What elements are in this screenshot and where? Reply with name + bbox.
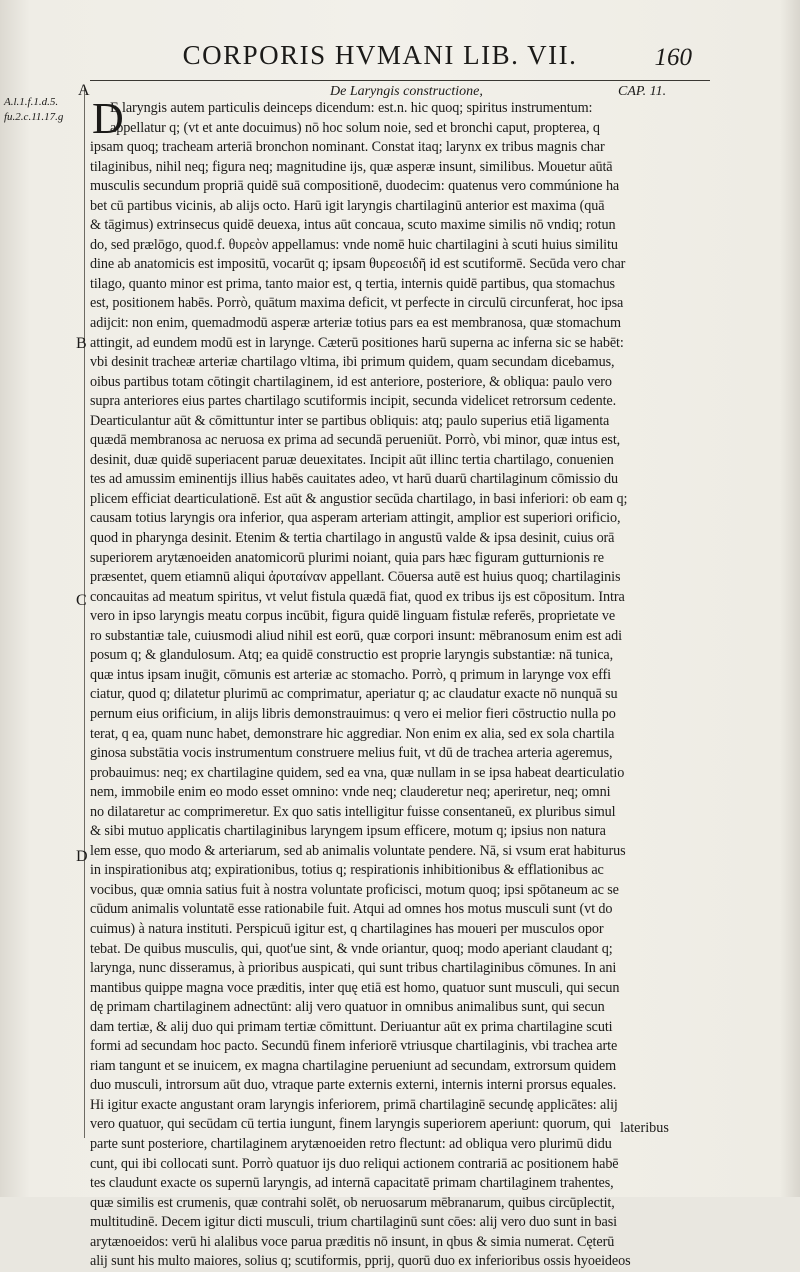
text-line: quædā membranosa ac neruosa ex prima ad secundā perueniūt. Porrò, vbi minor, quæ intus est, <box>90 432 621 449</box>
text-line: tilaginibus, nihil neq; figura neq; magnitudine ijs, quæ asperæ insunt, similibus. Mouetur aūtā <box>90 158 613 175</box>
text-line: vbi desinit tracheæ arteriæ chartilago vltima, ibi primum quidem, quam secundam dicebamus, <box>90 354 615 371</box>
header-rule <box>90 80 710 81</box>
text-line: probauimus: neq; ex chartilagine quidem, sed ea vna, quæ nullam in se ipsa habeat dearticulatio <box>90 764 625 781</box>
section-letter-b: B <box>76 335 87 352</box>
text-line: adijcit: non enim, quemadmodū asperæ arteriæ totius pars ea est membranosa, quæ stomachum <box>90 315 621 332</box>
text-line: duo musculi, introrsum aūt duo, vtraque parte externis externi, internis interni prorsus equales. <box>90 1077 617 1094</box>
text-line: quod in pharynga desinit. Etenim & tertia chartilago in angustū valde & ipsa desinit, cuius orā <box>90 530 615 547</box>
text-line: no dilataretur ac comprimeretur. Ex quo satis intelligitur fuisse consentaneū, ex pluribus simul <box>90 803 616 820</box>
text-line: larynga, nunc disseramus, à prioribus auspicati, qui sunt tribus chartilaginibus cōmunes. In ani <box>90 960 617 977</box>
text-line: ipsam quoq; tracheam arteriā bronchon nominant. Constat itaq; larynx ex tribus magnis char <box>90 139 605 156</box>
text-line: formi ad secundam hoc pacto. Secundū finem inferiorē vtriusque chartilaginis, vbi trachea arte <box>90 1038 618 1055</box>
text-line: E laryngis autem particulis deinceps dicendum: est.n. hic quoq; spiritus instrumentum: <box>110 100 593 116</box>
text-line: concauitas ad meatum spiritus, vt velut fistula quædā fiat, quod ex tribus ijs est cōpositum. Intra <box>90 588 625 605</box>
text-line: & tāgimus) extrinsecus quidē deuexa, intus aūt concaua, scuto maxime similis nō vndiq; rotun <box>90 217 616 234</box>
left-margin-rule <box>84 88 85 1138</box>
text-line: parte sunt posteriore, chartilaginem arytænoeiden retro flectunt: ad obliqua vero plurimū didu <box>90 1135 612 1152</box>
section-letter-c: C <box>76 592 87 609</box>
text-line: do, sed prælōgo, quod.f. θυρεὸν appellamus: vnde nomē huic chartilagini à scuti huius similitu <box>90 236 618 253</box>
text-line: oibus partibus totam cōtingit chartilaginem, id est anteriore, posteriore, & obliqua: paulo vero <box>90 373 612 390</box>
text-line: attingit, ad eundem modū est in larynge. Cæterū positiones harū superna ac inferna sic se habēt: <box>90 334 624 351</box>
text-line: quæ intus ipsam inuḡit, cōmunis est arteriæ ac stomacho. Porrò, q primum in larynge vox effi <box>90 666 611 683</box>
text-line: musculis secundum propriā quidē suā compositionē, duodecim: quatenus vero commúnione ha <box>90 178 620 195</box>
text-line: tilago, quanto minor est prima, tanto maior est, q tertia, internis quidē partibus, qua stomachus <box>90 275 615 292</box>
chapter-number: CAP. 11. <box>618 84 667 99</box>
text-line: in inspirationibus atq; expirationibus, totius q; respirationis inhibitionibus & efflationibus ac <box>90 862 604 879</box>
text-line: vocibus, quæ omnia satius fuit à nostra voluntate proficisci, motum quoq; ipsi spōtaneum ac se <box>90 881 619 898</box>
text-line: & sibi mutuo applicatis chartilaginibus laryngem ipsum efficere, motum q; ipsius non natura <box>90 823 606 840</box>
text-line: pernum eius orificium, in alijs libris demonstrauimus: q vero ei melior fieri cōstructio nulla po <box>90 705 616 722</box>
text-line: posum q; & glandulosum. Atq; ea quidē constructio est proprie laryngis substantiæ: nā tunica, <box>90 647 614 664</box>
text-line: Dearticulantur aūt & cōmittuntur inter se partibus obliquis: atq; paulo superius etiā ligamenta <box>90 412 610 429</box>
text-line: est, positionem habēs. Porrò, quātum maxima deficit, vt perfecte in circulū circunferat, hoc ipsa <box>90 295 624 312</box>
text-line: plicem efficiat dearticulationē. Est aūt & angustior secūda chartilago, in basi inferiori: ob eam q; <box>90 490 628 507</box>
text-line: dę primam chartilaginem adnectūnt: alij vero quatuor in omnibus animalibus sunt, qui secun <box>90 999 605 1016</box>
text-line: superiorem arytænoeiden anatomicorū plurimi noiant, quia pars hæc figuram gutturnionis re <box>90 549 604 566</box>
text-line: dam tertiæ, & alij duo qui primam tertiæ cōmittunt. Deriuantur aūt ex prima chartilagine scuti <box>90 1018 613 1035</box>
text-line: lem esse, quo modo & arteriarum, sed ab animalis voluntate pendere. Nā, si vsum erat habiturus <box>90 842 626 859</box>
chapter-subtitle: De Laryngis constructione, <box>330 84 483 99</box>
text-line: tes ad amussim eminentijs illius habēs cauitates adeo, vt harū duarū chartilaginum cōmissio du <box>90 471 619 488</box>
text-line: vero quatuor, qui secūdam cū tertia iungunt, finem laryngis superiorem aperiunt: quorum, qui <box>90 1116 611 1133</box>
text-line: nem, immobile enim eo modo esset omnino: vnde neq; clauderetur neq; aperiretur, neq; omni <box>90 784 611 801</box>
text-line: terat, q ea, quam nunc habet, demonstrare hic aggrediar. Non enim ex alia, sed ex sola chartila <box>90 725 615 742</box>
text-line: præsentet, quem etiamnū aliqui ἀρυταίναν appellant. Cōuersa autē est huius quoq; chartilaginis <box>90 569 621 586</box>
text-line: alij sunt his multo maiores, solius q; scutiformis, pprij, quorū duo ex inferioribus ossis hyoeideos <box>90 1253 631 1270</box>
catchword: lateribus <box>620 1120 669 1136</box>
drop-capital: D <box>92 94 124 143</box>
text-line: ro substantiæ tale, cuiusmodi aliud nihil est eorū, quæ corpori insunt: mēbranosum enim est adi <box>90 627 622 644</box>
text-line: dine ab anatomicis est impositū, vocarūt q; ipsam θυρεοειδῆ id est scutiformē. Secūda vero char <box>90 256 626 273</box>
text-line: cunt, qui ibi collocati sunt. Porrò quatuor ijs duo reliqui actionem contrariā ac positionem habē <box>90 1155 619 1172</box>
text-line: riam tangunt et se inuicem, ex magna chartilagine perueniunt ad secundam, extrorsum quidem <box>90 1057 617 1074</box>
text-line: causam totius laryngis ora inferior, qua asperam arteriam attingit, amplior est superiori orificio, <box>90 510 621 527</box>
page-number: 160 <box>654 44 692 71</box>
running-head: CORPORIS HVMANI LIB. VII. <box>182 40 578 70</box>
text-line: ciatur, quod q; dilatetur plurimū ac comprimatur, aperiatur q; ac claudatur exacte nō nunquā su <box>90 686 618 703</box>
margin-notes <box>4 95 84 125</box>
text-line: tebat. De quibus musculis, qui, quot'ue sint, & vnde oriantur, quoq; modo aperiant claudant q; <box>90 940 613 957</box>
section-letter-d: D <box>76 848 88 865</box>
text-line: Hi igitur exacte angustant oram laryngis inferiorem, primā chartilaginē secundę applicātes: alij <box>90 1096 618 1113</box>
text-line: cūdum animalis voluntatē esse rationabile fuit. Atqui ad omnes hos motus musculi sunt (vt do <box>90 901 613 918</box>
body-text <box>90 94 710 1272</box>
text-line: tes claudunt exacte os supernū laryngis, ad internā capacitatē primam chartilaginem trahentes, <box>90 1175 614 1192</box>
text-line: multitudinē. Decem igitur dicti musculi, trium chartilaginū sunt cōes: alij vero duo sunt in basi <box>90 1214 617 1231</box>
text-line: vero in ipso laryngis meatu corpus incūbit, figura quidē linguam fistulæ referēs, proprietate ve <box>90 608 616 625</box>
section-letter-a: A <box>78 82 90 99</box>
text-line: appellatur q; (vt et ante docuimus) nō hoc solum noie, sed et bronchi caput, propterea, q <box>110 119 600 136</box>
text-line: mantibus quippe magna voce præditis, inter quę etiā est homo, quatuor sunt musculi, qui secun <box>90 979 620 996</box>
margin-note: A.l.1.f.1.d.5. <box>4 96 59 108</box>
text-line: quæ similis est crumenis, quæ contrahi solēt, ob neruosarum mēbranarum, quibus circūplectit, <box>90 1194 615 1211</box>
text-line: supra anteriores eius partes chartilago scutiformis incipit, secunda videlicet retrorsum cedente. <box>90 393 617 410</box>
text-line: bet cū partibus vicinis, ab alijs octo. Harū igit laryngis chartilaginū anterior est maxima (quā <box>90 197 605 214</box>
margin-note: fu.2.c.11.17.g <box>4 111 64 123</box>
text-line: desinit, duæ quidē superiacent paruæ deuexitates. Incipit aūt illinc tertia chartilago, conuenien <box>90 451 614 468</box>
text-line: cuimus) à natura instituti. Perspicuū igitur est, q chartilagines has moueri per musculos opor <box>90 920 604 937</box>
text-line: arytænoeidos: verū hi alalibus voce parua præditis nō insunt, in qbus & simia numerat. Cęterū <box>90 1233 615 1250</box>
text-line: ginosa substātia vocis instrumentum construere melius fuit, vt dū de trachea arteria ageremus, <box>90 745 613 762</box>
